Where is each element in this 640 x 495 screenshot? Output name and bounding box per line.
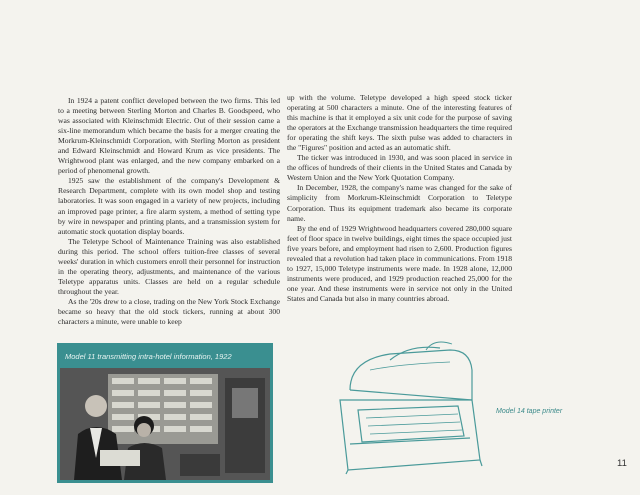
paragraph: In December, 1928, the company's name was changed for the sake of simplicity from Morkrum-Kleinschmidt Corporation to Teletype Corporation. Thus its equipment trademark also became its corporate name.	[287, 183, 512, 223]
photo-illustration	[60, 368, 270, 480]
paragraph: In 1924 a patent conflict developed between the two firms. This led to a meeting between Sterling Morton and Charles B. Goodspeed, who was associated with Kleinschmidt Electric. Out of their session came a six-line memorandum which became the basis for a merger creating the Morkrum-Kleinschmidt Corporation, with Sterling Morton as president and Edward Kleinschmidt and Howard Krum as vice presidents. The Wrightwood plant was enlarged, and the new company embarked on a period of phenomenal growth.	[58, 96, 280, 176]
paragraph: As the '20s drew to a close, trading on the New York Stock Exchange became so heavy that the old stock tickers, running at about 300 characters a minute, were unable to keep	[58, 296, 280, 327]
left-text-column	[58, 96, 280, 336]
photo-caption: Model 11 transmitting intra-hotel information, 1922	[65, 352, 232, 361]
page-number: 11	[617, 458, 627, 469]
right-text-column	[287, 93, 512, 325]
paragraph: The Teletype School of Maintenance Training was also established during this period. The school offers tuition-free classes of several weeks' duration in which customers enroll their personnel for instruction in the operating theory, adjustments, and maintenance of the various Teletype apparatus units. Classes are held on a regular schedule throughout the year.	[58, 236, 280, 296]
paragraph: 1925 saw the establishment of the company's Development & Research Department, complete with its own model shop and testing laboratories. It was soon engaged in a variety of new projects, including an improved page printer, a fire alarm system, a method of setting type by wire in newspaper and printing plants, and a transmission system for automatic stock quotation display boards.	[58, 176, 280, 236]
paragraph: By the end of 1929 Wrightwood headquarters covered 280,000 square feet of floor space in twelve buildings, eight times the space occupied just five years before, and employment had risen to 2,600. Production figures revealed that a revolution had taken place in communications. From 1918 to 1927, 15,000 Teletype instruments were made. In 1928 alone, 12,000 instruments were produced, and 1929 production reached 25,000 for the one year. And these instruments were in service not only in the United States and Canada but also in many countries abroad.	[287, 223, 512, 303]
paragraph: up with the volume. Teletype developed a high speed stock ticker operating at 500 characters a minute. One of the interesting features of this machine is that it employed a six unit code for the purpose of saving the operators at the Exchange transmission headquarters the time required for operating the shift keys. The sixth pulse was added to characters in the "Figures" position and acted as an automatic shift.	[287, 93, 512, 153]
tape-printer-illustration	[330, 340, 490, 475]
photo-panel	[57, 343, 273, 483]
tape-printer-icon	[330, 340, 490, 475]
historical-photo	[60, 368, 270, 480]
illustration-caption: Model 14 tape printer	[496, 408, 563, 415]
paragraph: The ticker was introduced in 1930, and was soon placed in service in the offices of hundreds of their clients in the United States and Canada by Western Union and the New York Quotation Company.	[287, 153, 512, 183]
